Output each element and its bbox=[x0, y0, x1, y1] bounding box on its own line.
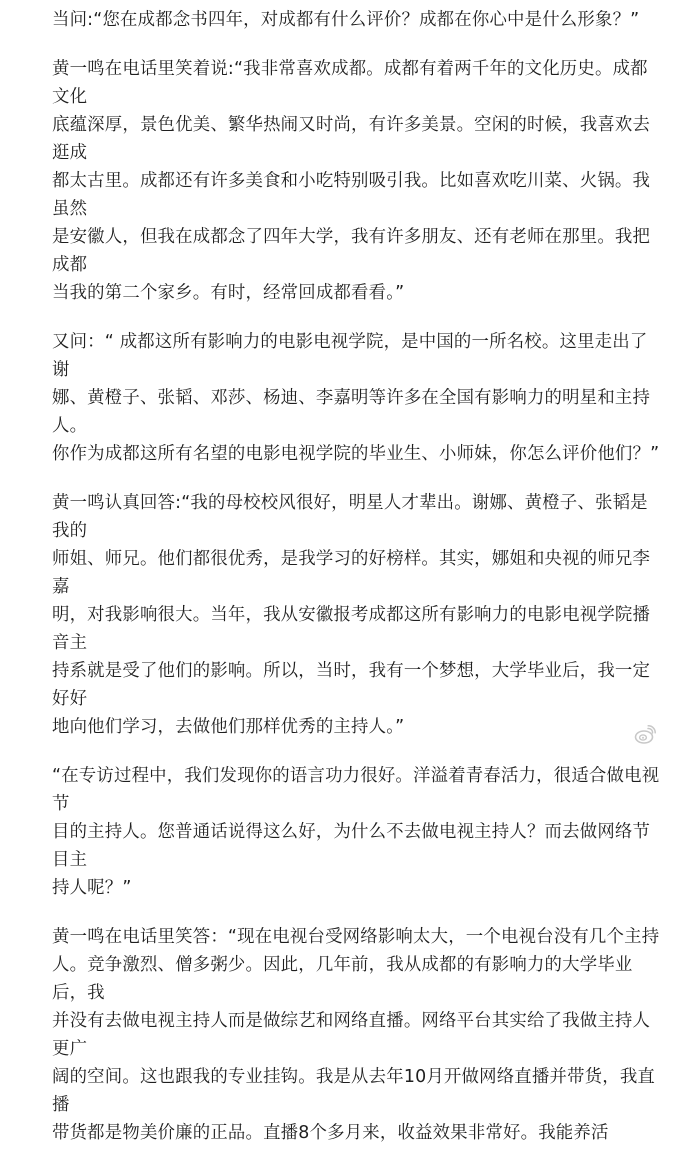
paragraph-answer-1: 黄一鸣在电话里笑着说:“我非常喜欢成都。成都有着两千年的文化历史。成都文化 底蕴深厚，景色优美、繁华热闹又时尚，有许多美景。空闲的时候，我喜欢去逛成 都太古里。成都还有许多美食和小吃特别吸引我。比如喜欢吃川菜、火锅。我虽然 是安徽人，但我在成都念了四年大学，我有许多朋友、还有老师在那里。我把成都 当我的第二个家乡。有时，经常回成都看看。” bbox=[52, 59, 651, 303]
paragraph-question-3: “在专访过程中，我们发现你的语言功力很好。洋溢着青春活力，很适合做电视节 目的主持人。您普通话说得这么好，为什么不去做电视主持人？而去做网络节目主 持人呢？” bbox=[52, 766, 660, 898]
paragraph-answer-2: 黄一鸣认真回答:“我的母校校风很好，明星人才辈出。谢娜、黄橙子、张韬是我的 师姐、师兄。他们都很优秀，是我学习的好榜样。其实，娜姐和央视的师兄李嘉 明，对我影响很大。当年，我从安徽报考成都这所有影响力的电影电视学院播音主 持系就是受了他们的影响。所以，当时，我有一个梦想，大学毕业后，我一定好好 地向他们学习，去做他们那样优秀的主持人。” bbox=[52, 493, 651, 737]
weibo-logo-icon bbox=[634, 724, 656, 746]
article-body bbox=[52, 6, 662, 1168]
paragraph-answer-3: 黄一鸣在电话里笑答：“现在电视台受网络影响太大，一个电视台没有几个主持 人。竞争激烈、僧多粥少。因此，几年前，我从成都的有影响力的大学毕业后，我 并没有去做电视主持人而是做综艺和网络直播。网络平台其实给了我做主持人更广 阔的空间。这也跟我的专业挂钩。我是从去年10月开做网络直播并带货，我直播 带货都是物美价廉的正品。直播8个多月来，收益效果非常好。我能养活 bbox=[52, 927, 660, 1143]
paragraph-question-2: 又问：“ 成都这所有影响力的电影电视学院，是中国的一所名校。这里走出了谢 娜、黄橙子、张韬、邓莎、杨迪、李嘉明等许多在全国有影响力的明星和主持人。 你作为成都这所有名望的电影电视学院的毕业生、小师妹，你怎么评价他们？” bbox=[52, 332, 660, 464]
weibo-watermark bbox=[628, 722, 669, 748]
paragraph-question-1: 当问:“您在成都念书四年，对成都有什么评价？成都在你心中是什么形象？” bbox=[52, 10, 640, 30]
